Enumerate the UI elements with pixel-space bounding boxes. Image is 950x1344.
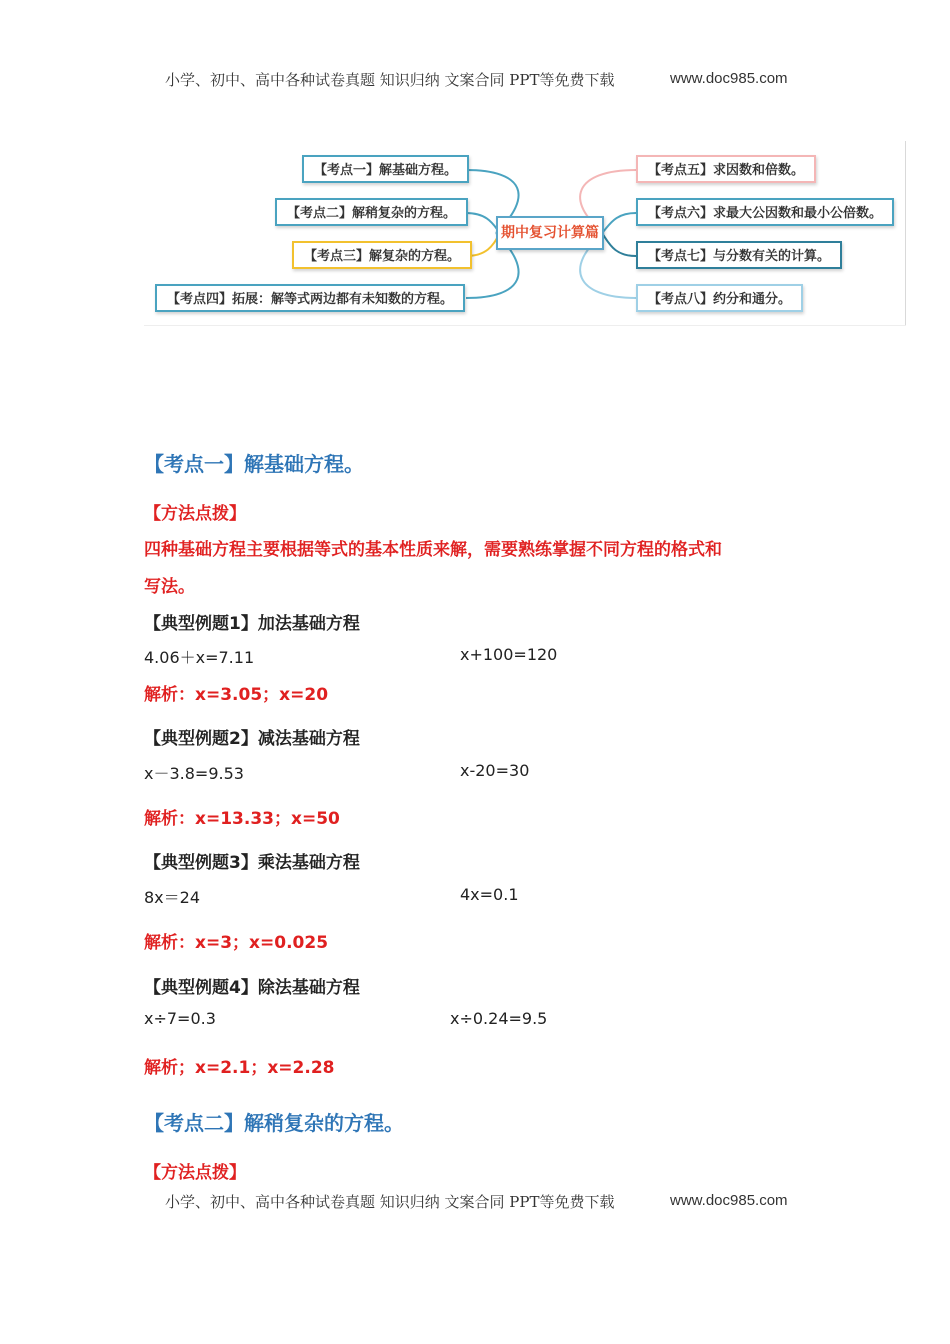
section1-method-label: 【方法点拨】 <box>144 504 246 524</box>
mindmap-node-right-1: 【考点五】求因数和倍数。 <box>636 155 816 183</box>
example1-title: 【典型例题1】加法基础方程 <box>144 614 360 634</box>
footer-url[interactable]: www.doc985.com <box>670 1192 788 1209</box>
link-left-2 <box>466 213 500 233</box>
footer-text: 小学、初中、高中各种试卷真题 知识归纳 文案合同 PPT等免费下载 <box>165 1193 615 1211</box>
mindmap-node-left-2: 【考点二】解稍复杂的方程。 <box>275 198 468 226</box>
example4-title: 【典型例题4】除法基础方程 <box>144 978 360 998</box>
mind-map-bottom-edge <box>144 325 906 326</box>
example3-answer: 解析：x=3；x=0.025 <box>144 933 329 953</box>
example4-answer: 解析；x=2.1；x=2.28 <box>144 1058 335 1078</box>
link-right-2 <box>602 213 636 233</box>
example2-title: 【典型例题2】减法基础方程 <box>144 729 360 749</box>
example1-eq1: 4.06＋x=7.11 <box>144 648 255 667</box>
mindmap-node-left-3: 【考点三】解复杂的方程。 <box>292 241 472 269</box>
example4-eq1: x÷7=0.3 <box>144 1009 216 1028</box>
mindmap-node-left-1: 【考点一】解基础方程。 <box>302 155 469 183</box>
mindmap-node-right-2: 【考点六】求最大公因数和最小公倍数。 <box>636 198 894 226</box>
mind-map-edge <box>905 141 906 326</box>
example1-answer: 解析：x=3.05；x=20 <box>144 685 329 705</box>
example2-answer: 解析：x=13.33；x=50 <box>144 809 340 829</box>
example3-title: 【典型例题3】乘法基础方程 <box>144 853 360 873</box>
section2-method-label: 【方法点拨】 <box>144 1163 246 1183</box>
header-text: 小学、初中、高中各种试卷真题 知识归纳 文案合同 PPT等免费下载 <box>165 71 615 89</box>
section2-title: 【考点二】解稍复杂的方程。 <box>144 1111 404 1135</box>
mind-map <box>144 141 906 326</box>
example3-eq2: 4x=0.1 <box>460 885 519 904</box>
mindmap-node-right-4: 【考点八】约分和通分。 <box>636 284 803 312</box>
mindmap-node-left-4: 【考点四】拓展：解等式两边都有未知数的方程。 <box>155 284 465 312</box>
section1-title: 【考点一】解基础方程。 <box>144 452 364 476</box>
example4-eq2: x÷0.24=9.5 <box>450 1009 548 1028</box>
link-right-3 <box>602 233 636 256</box>
mindmap-node-right-3: 【考点七】与分数有关的计算。 <box>636 241 842 269</box>
example1-eq2: x+100=120 <box>460 645 558 664</box>
section1-method-line1: 四种基础方程主要根据等式的基本性质来解，需要熟练掌握不同方程的格式和 <box>144 540 722 560</box>
header-url[interactable]: www.doc985.com <box>670 70 788 87</box>
example2-eq2: x-20=30 <box>460 761 530 780</box>
example2-eq1: x－3.8=9.53 <box>144 764 244 783</box>
section1-method-line2: 写法。 <box>144 577 195 597</box>
example3-eq1: 8x＝24 <box>144 888 201 907</box>
mindmap-center-node: 期中复习计算篇 <box>496 216 604 250</box>
